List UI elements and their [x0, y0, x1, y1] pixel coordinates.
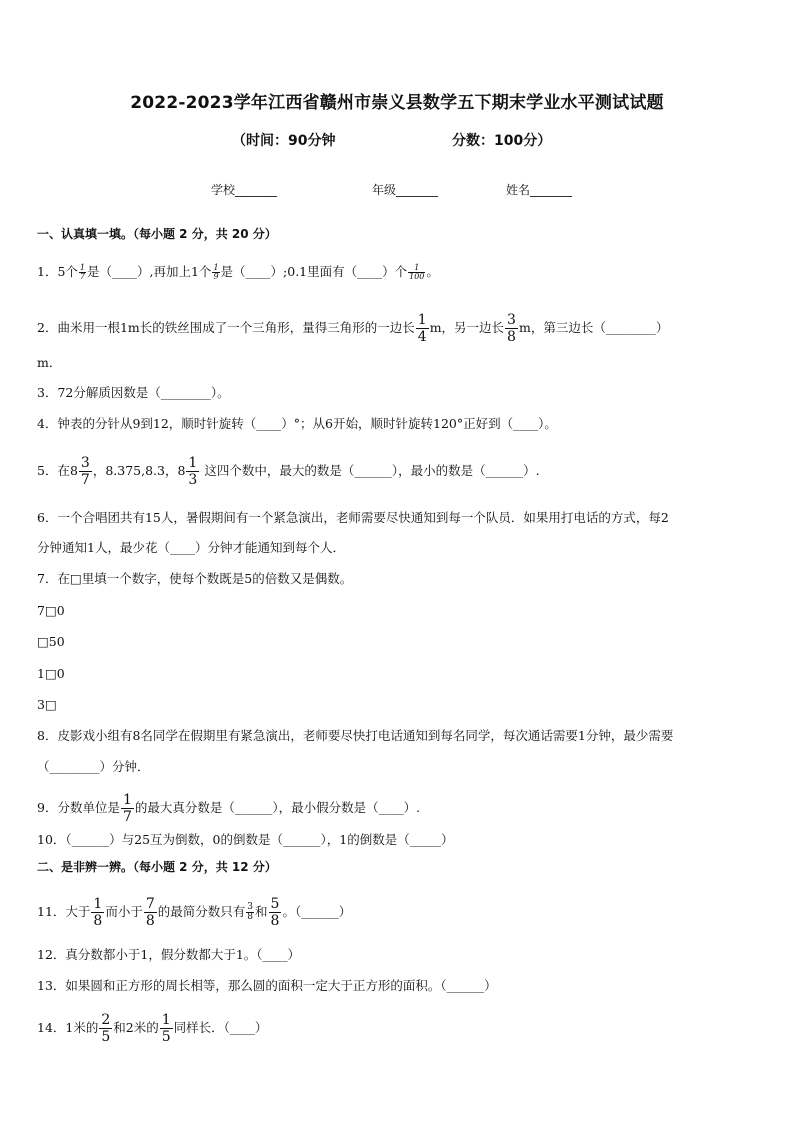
fraction: $\frac{1}{9}$ — [213, 263, 219, 281]
question-5: 5．在8 $\frac{3}{7}$ ，8.375,8.3，8 $\frac{1}{3}$ 这四个数中，最大的数是（______），最小的数是（______）. — [37, 455, 540, 488]
fraction: $\frac{1}{8}$ — [93, 896, 103, 929]
name-field: 姓名_______ — [506, 183, 573, 197]
section-1-heading: 一、认真填一填。（每小题 2 分，共 20 分） — [37, 227, 277, 241]
question-10: 10．（______）与25互为倒数，0的倒数是（______），1的倒数是（_____） — [37, 832, 454, 847]
exam-time: （时间：90分钟 — [232, 133, 336, 149]
question-12: 12．真分数都小于1，假分数都大于1。（____） — [37, 947, 301, 962]
question-11: 11．大于 $\frac{1}{8}$ 而小于 $\frac{7}{8}$ 的最简分数只有 $\frac{3}{8}$ 和 $\frac{5}{8}$ 。（______） — [37, 896, 352, 929]
fraction: $\frac{1}{7}$ — [79, 263, 85, 281]
question-3: 3．72分解质因数是（________）。 — [37, 385, 230, 400]
fraction: $\frac{3}{8}$ — [247, 902, 254, 922]
fraction: $\frac{1}{100}$ — [409, 263, 425, 281]
question-7-item: 7□0 — [37, 603, 65, 618]
question-8-continued: （________）分钟． — [37, 759, 150, 774]
question-14: 14．1米的 $\frac{2}{5}$ 和2米的 $\frac{1}{5}$ 同样长．（____） — [37, 1012, 268, 1045]
question-2: 2．曲米用一根1m长的铁丝围成了一个三角形，量得三角形的一边长 $\frac{1}{4}$ m，另一边长 $\frac{3}{8}$ m，第三边长（________） — [37, 312, 669, 345]
fraction: $\frac{2}{5}$ — [101, 1012, 111, 1045]
fraction: $\frac{3}{7}$ — [80, 455, 90, 488]
question-4: 4．钟表的分针从9到12，顺时针旋转（____）°；从6开始，顺时针旋转120°正好到（____）。 — [37, 416, 557, 431]
question-6-continued: 分钟通知1人，最少花（____）分钟才能通知到每个人． — [37, 540, 345, 555]
fraction: $\frac{5}{8}$ — [270, 896, 280, 929]
question-2-continued: m． — [37, 355, 62, 370]
fraction: $\frac{1}{7}$ — [122, 792, 132, 825]
exam-score: 分数：100分） — [452, 133, 552, 149]
question-7-item: 3□ — [37, 697, 57, 712]
school-field: 学校_______ — [211, 183, 278, 197]
fraction: $\frac{1}{5}$ — [161, 1012, 171, 1045]
fraction: $\frac{7}{8}$ — [145, 896, 155, 929]
question-13: 13．如果圆和正方形的周长相等，那么圆的面积一定大于正方形的面积。（______） — [37, 978, 497, 993]
question-7-item: 1□0 — [37, 666, 65, 681]
question-7-item: □50 — [37, 634, 65, 649]
section-2-heading: 二、是非辨一辨。（每小题 2 分，共 12 分） — [37, 860, 277, 874]
question-9: 9．分数单位是 $\frac{1}{7}$ 的最大真分数是（______），最小假分数是（____）. — [37, 792, 421, 825]
question-8: 8．皮影戏小组有8名同学在假期里有紧急演出，老师要尽快打电话通知到每名同学，每次通话需要1分钟，最少需要 — [37, 728, 674, 743]
question-6: 6．一个合唱团共有15人，暑假期间有一个紧急演出，老师需要尽快通知到每一个队员．如果用打电话的方式，每2 — [37, 510, 669, 525]
grade-field: 年级_______ — [372, 183, 439, 197]
question-7: 7．在□里填一个数字，使每个数既是5的倍数又是偶数。 — [37, 571, 353, 586]
exam-title: 2022-2023学年江西省赣州市崇义县数学五下期末学业水平测试试题 — [130, 93, 664, 113]
fraction: $\frac{1}{4}$ — [417, 312, 427, 345]
fraction: $\frac{3}{8}$ — [507, 312, 516, 345]
fraction: $\frac{1}{3}$ — [188, 455, 198, 488]
question-1: 1．5个 $\frac{1}{7}$ 是（____）,再加上1个 $\frac{1}{9}$ 是（____）;0.1里面有（____）个 $\frac{1}{100}$ 。 — [37, 263, 439, 281]
